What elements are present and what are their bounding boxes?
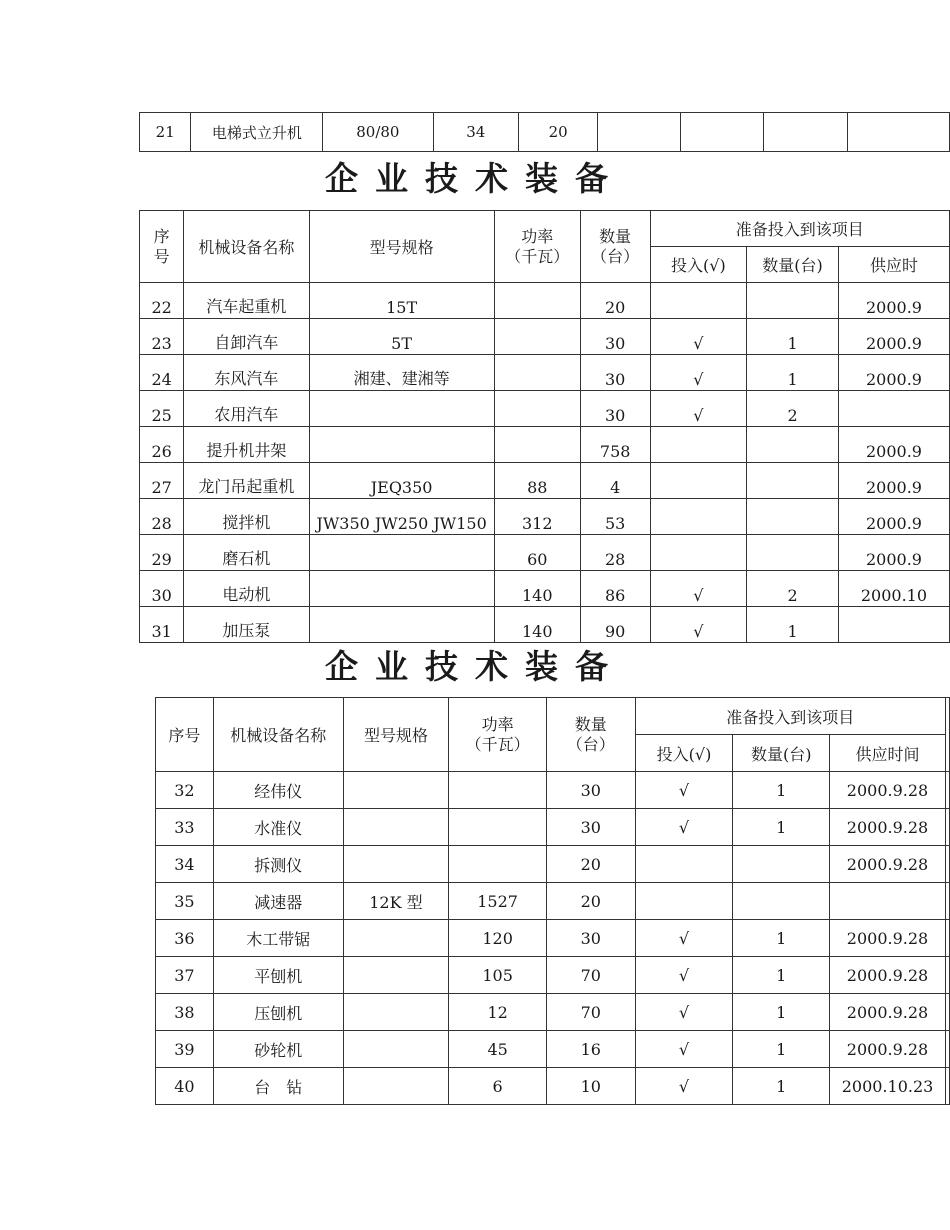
header-row (156, 698, 950, 735)
cell-qty: 20 (546, 846, 635, 883)
cell-model (343, 809, 449, 846)
cell-supply (838, 607, 949, 643)
cell-name: 拆测仪 (213, 846, 343, 883)
cell-model: 5T (309, 319, 494, 355)
cell-supply: 2000.10 (838, 571, 949, 607)
header-prep-qty: 数量(台) (747, 247, 839, 283)
cell-prep-qty: 1 (747, 607, 839, 643)
cell-qty: 30 (580, 355, 650, 391)
cell-prep-qty (733, 846, 830, 883)
cell-no: 32 (156, 772, 214, 809)
header-power (494, 211, 580, 283)
cell-name: 平刨机 (213, 957, 343, 994)
cell-prep-qty: 2 (747, 571, 839, 607)
table-row (156, 846, 950, 883)
cell-power (449, 809, 547, 846)
cell-prep-qty (747, 499, 839, 535)
cell-name: 磨石机 (184, 535, 309, 571)
cell-invest: √ (635, 1031, 733, 1068)
header-qty (580, 211, 650, 283)
cell-model (309, 571, 494, 607)
row-empty (847, 113, 949, 152)
cell-name: 电动机 (184, 571, 309, 607)
header-no-line1: 序 (153, 226, 170, 246)
cell-model (343, 920, 449, 957)
cell-supply: 2000.9.28 (830, 994, 946, 1031)
cell-invest: √ (635, 772, 733, 809)
cell-prep-qty: 1 (733, 809, 830, 846)
table-row (140, 535, 950, 571)
cell-supply: 2000.9 (838, 427, 949, 463)
cell-name: 台 钻 (213, 1068, 343, 1105)
cell-no: 22 (140, 283, 184, 319)
edge-cell (945, 772, 949, 809)
header-qty-line1: 数量 (599, 226, 632, 246)
cell-qty: 30 (580, 391, 650, 427)
cell-model: JEQ350 (309, 463, 494, 499)
cell-model (309, 427, 494, 463)
cell-prep-qty (747, 427, 839, 463)
header-power-line1: 功率 (521, 226, 554, 246)
cell-model (343, 1031, 449, 1068)
edge-cell (945, 957, 949, 994)
section-title: 企业技术装备 (325, 647, 625, 686)
top-partial-table (139, 112, 950, 152)
cell-power: 60 (494, 535, 580, 571)
cell-supply: 2000.9 (838, 535, 949, 571)
cell-supply: 2000.9.28 (830, 772, 946, 809)
header-power (449, 698, 547, 772)
cell-power (494, 391, 580, 427)
header-qty (546, 698, 635, 772)
cell-power: 120 (449, 920, 547, 957)
cell-no: 31 (140, 607, 184, 643)
cell-name: 压刨机 (213, 994, 343, 1031)
header-qty-line2: （台） (591, 246, 640, 266)
cell-name: 搅拌机 (184, 499, 309, 535)
table-row (156, 1031, 950, 1068)
cell-prep-qty: 1 (733, 1031, 830, 1068)
cell-model (343, 1068, 449, 1105)
cell-prep-qty (747, 535, 839, 571)
cell-no: 34 (156, 846, 214, 883)
cell-qty: 10 (546, 1068, 635, 1105)
cell-no: 35 (156, 883, 214, 920)
cell-model (343, 994, 449, 1031)
cell-supply: 2000.9 (838, 319, 949, 355)
cell-invest: √ (635, 1068, 733, 1105)
cell-supply: 2000.9 (838, 355, 949, 391)
cell-invest (635, 846, 733, 883)
cell-prep-qty: 1 (733, 920, 830, 957)
cell-prep-qty: 1 (733, 957, 830, 994)
cell-supply: 2000.9.28 (830, 957, 946, 994)
cell-qty: 90 (580, 607, 650, 643)
table-row (140, 571, 950, 607)
header-prep: 准备投入到该项目 (635, 698, 945, 735)
table-row (140, 113, 950, 152)
cell-invest (650, 463, 747, 499)
header-no: 序号 (156, 698, 214, 772)
cell-no: 39 (156, 1031, 214, 1068)
edge-cell (945, 698, 949, 772)
cell-name: 木工带锯 (213, 920, 343, 957)
cell-power (494, 319, 580, 355)
cell-model (309, 391, 494, 427)
cell-qty: 16 (546, 1031, 635, 1068)
cell-supply (838, 391, 949, 427)
table-row (156, 920, 950, 957)
cell-prep-qty: 2 (747, 391, 839, 427)
cell-power: 6 (449, 1068, 547, 1105)
row-empty (681, 113, 764, 152)
cell-qty: 4 (580, 463, 650, 499)
cell-prep-qty: 1 (747, 355, 839, 391)
header-qty-line1: 数量 (574, 714, 607, 734)
cell-invest: √ (635, 957, 733, 994)
cell-power (494, 283, 580, 319)
cell-model: 15T (309, 283, 494, 319)
cell-invest (650, 283, 747, 319)
row-empty (764, 113, 847, 152)
cell-model: JW350 JW250 JW150 (309, 499, 494, 535)
table-row (156, 883, 950, 920)
cell-supply: 2000.9.28 (830, 920, 946, 957)
cell-invest (650, 535, 747, 571)
cell-invest (650, 499, 747, 535)
cell-no: 24 (140, 355, 184, 391)
cell-supply: 2000.9 (838, 283, 949, 319)
cell-qty: 28 (580, 535, 650, 571)
cell-qty: 30 (546, 809, 635, 846)
cell-qty: 70 (546, 957, 635, 994)
edge-cell (945, 846, 949, 883)
cell-qty: 70 (546, 994, 635, 1031)
cell-power (494, 355, 580, 391)
header-no-line2: 号 (153, 246, 170, 266)
cell-model (309, 535, 494, 571)
row-qty: 20 (518, 113, 597, 152)
cell-power: 45 (449, 1031, 547, 1068)
header-invest: 投入(√) (635, 735, 733, 772)
table-row (140, 355, 950, 391)
cell-no: 33 (156, 809, 214, 846)
cell-invest: √ (650, 319, 747, 355)
cell-prep-qty (747, 463, 839, 499)
table-row (156, 772, 950, 809)
cell-name: 汽车起重机 (184, 283, 309, 319)
section-title: 企业技术装备 (325, 159, 625, 198)
cell-invest: √ (635, 809, 733, 846)
header-prep-qty: 数量(台) (733, 735, 830, 772)
cell-supply: 2000.10.23 (830, 1068, 946, 1105)
table-row (156, 809, 950, 846)
cell-model (343, 772, 449, 809)
cell-name: 砂轮机 (213, 1031, 343, 1068)
cell-power: 312 (494, 499, 580, 535)
cell-no: 30 (140, 571, 184, 607)
table-row (156, 994, 950, 1031)
header-supply: 供应时间 (830, 735, 946, 772)
cell-model (343, 846, 449, 883)
cell-supply: 2000.9.28 (830, 1031, 946, 1068)
cell-no: 25 (140, 391, 184, 427)
header-power-line2: （千瓦） (505, 246, 570, 266)
cell-model (343, 957, 449, 994)
cell-name: 减速器 (213, 883, 343, 920)
cell-supply (830, 883, 946, 920)
edge-cell (945, 809, 949, 846)
cell-no: 28 (140, 499, 184, 535)
table-row (140, 499, 950, 535)
cell-name: 东风汽车 (184, 355, 309, 391)
cell-qty: 20 (580, 283, 650, 319)
header-model: 型号规格 (309, 211, 494, 283)
cell-supply: 2000.9 (838, 499, 949, 535)
cell-power (449, 846, 547, 883)
cell-qty: 758 (580, 427, 650, 463)
cell-prep-qty: 1 (733, 1068, 830, 1105)
table-row (140, 607, 950, 643)
table-row (156, 957, 950, 994)
table-row (140, 391, 950, 427)
cell-name: 农用汽车 (184, 391, 309, 427)
header-name: 机械设备名称 (213, 698, 343, 772)
cell-power: 88 (494, 463, 580, 499)
cell-invest: √ (650, 355, 747, 391)
cell-invest: √ (635, 994, 733, 1031)
table-row (140, 319, 950, 355)
cell-model: 12K 型 (343, 883, 449, 920)
cell-power (449, 772, 547, 809)
row-power: 34 (433, 113, 518, 152)
equipment-table-1 (139, 210, 950, 643)
equipment-table-2 (155, 697, 950, 1105)
cell-no: 40 (156, 1068, 214, 1105)
cell-power: 105 (449, 957, 547, 994)
table-row (140, 463, 950, 499)
row-empty (598, 113, 681, 152)
cell-name: 提升机井架 (184, 427, 309, 463)
cell-no: 29 (140, 535, 184, 571)
edge-cell (945, 883, 949, 920)
header-invest: 投入(√) (650, 247, 747, 283)
header-supply: 供应时 (838, 247, 949, 283)
cell-power: 140 (494, 571, 580, 607)
header-no (140, 211, 184, 283)
cell-name: 龙门吊起重机 (184, 463, 309, 499)
header-power-line1: 功率 (481, 714, 514, 734)
header-model: 型号规格 (343, 698, 449, 772)
cell-model (309, 607, 494, 643)
cell-no: 27 (140, 463, 184, 499)
table-row (156, 1068, 950, 1105)
row-no: 21 (140, 113, 191, 152)
cell-invest: √ (650, 391, 747, 427)
edge-cell (945, 920, 949, 957)
cell-name: 自卸汽车 (184, 319, 309, 355)
cell-power: 12 (449, 994, 547, 1031)
header-name: 机械设备名称 (184, 211, 309, 283)
cell-prep-qty: 1 (733, 772, 830, 809)
cell-no: 38 (156, 994, 214, 1031)
cell-invest (635, 883, 733, 920)
cell-name: 加压泵 (184, 607, 309, 643)
row-name: 电梯式立升机 (191, 113, 323, 152)
cell-supply: 2000.9.28 (830, 809, 946, 846)
cell-invest: √ (650, 571, 747, 607)
cell-invest (650, 427, 747, 463)
cell-prep-qty (747, 283, 839, 319)
cell-qty: 86 (580, 571, 650, 607)
cell-prep-qty: 1 (733, 994, 830, 1031)
cell-qty: 30 (580, 319, 650, 355)
table-row (140, 283, 950, 319)
cell-no: 23 (140, 319, 184, 355)
cell-qty: 53 (580, 499, 650, 535)
cell-invest: √ (635, 920, 733, 957)
cell-model: 湘建、建湘等 (309, 355, 494, 391)
header-qty-line2: （台） (566, 734, 615, 754)
header-power-line2: （千瓦） (465, 734, 530, 754)
cell-invest: √ (650, 607, 747, 643)
cell-no: 37 (156, 957, 214, 994)
edge-cell (945, 994, 949, 1031)
cell-no: 26 (140, 427, 184, 463)
cell-qty: 20 (546, 883, 635, 920)
cell-qty: 30 (546, 772, 635, 809)
cell-supply: 2000.9 (838, 463, 949, 499)
cell-name: 经伟仪 (213, 772, 343, 809)
cell-power (494, 427, 580, 463)
cell-supply: 2000.9.28 (830, 846, 946, 883)
cell-prep-qty: 1 (747, 319, 839, 355)
table-row (140, 427, 950, 463)
header-row (140, 211, 950, 247)
cell-name: 水准仪 (213, 809, 343, 846)
cell-qty: 30 (546, 920, 635, 957)
cell-no: 36 (156, 920, 214, 957)
edge-cell (945, 1031, 949, 1068)
row-model: 80/80 (323, 113, 433, 152)
cell-power: 140 (494, 607, 580, 643)
cell-prep-qty (733, 883, 830, 920)
header-prep: 准备投入到该项目 (650, 211, 949, 247)
cell-power: 1527 (449, 883, 547, 920)
edge-cell (945, 1068, 949, 1105)
